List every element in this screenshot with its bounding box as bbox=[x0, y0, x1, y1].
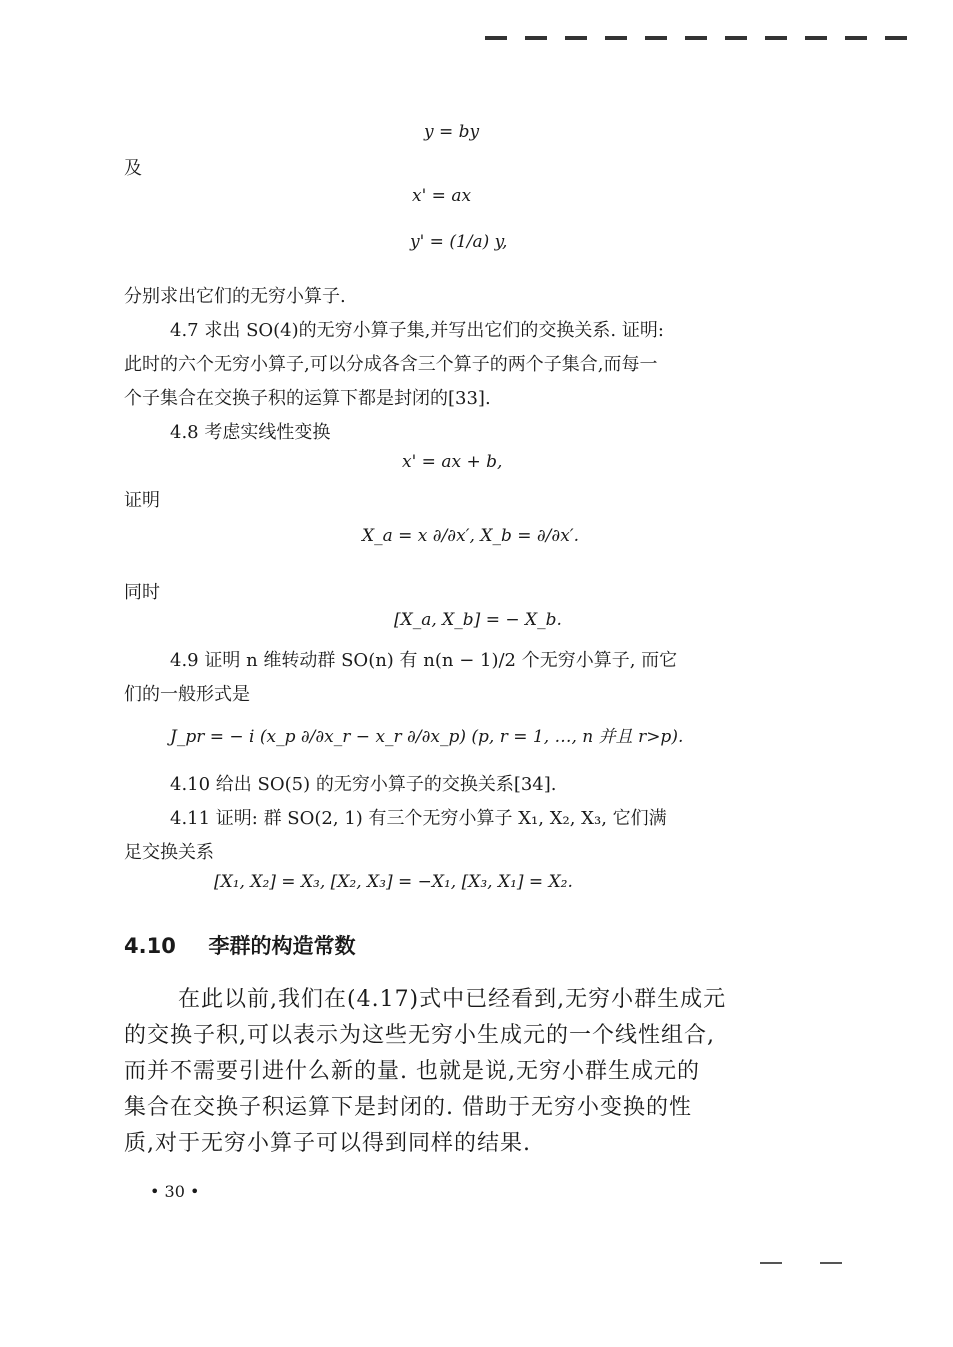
exercise-4-9-line1: 4.9 证明 n 维转动群 SO(n) 有 n(n − 1)/2 个无穷小算子, 而它 bbox=[170, 650, 678, 671]
header-dash-rule bbox=[485, 36, 925, 40]
exercise-4-9-line2: 们的一般形式是 bbox=[124, 684, 250, 705]
conjunction-and: 及 bbox=[124, 158, 142, 179]
equation-commutator-ab: [X_a, X_b] = − X_b. bbox=[394, 610, 562, 630]
section-title: 李群的构造常数 bbox=[208, 934, 356, 958]
text-find-generators: 分别求出它们的无穷小算子. bbox=[124, 286, 346, 307]
exercise-4-7-line2: 此时的六个无穷小算子,可以分成各含三个算子的两个子集合,而每一 bbox=[124, 354, 658, 375]
equation-generators: X_a = x ∂/∂x′, X_b = ∂/∂x′. bbox=[362, 526, 580, 546]
exercise-4-7-line3: 个子集合在交换子积的运算下都是封闭的[33]. bbox=[124, 388, 491, 409]
exercise-4-10: 4.10 给出 SO(5) 的无穷小算子的交换关系[34]. bbox=[170, 774, 557, 795]
equation-x-prime: x' = ax bbox=[412, 186, 472, 206]
body-line-2: 的交换子积,可以表示为这些无穷小生成元的一个线性组合, bbox=[124, 1023, 715, 1048]
body-line-4: 集合在交换子积运算下是封闭的. 借助于无穷小变换的性 bbox=[124, 1095, 692, 1120]
body-line-5: 质,对于无穷小算子可以得到同样的结果. bbox=[124, 1131, 531, 1156]
body-line-1: 在此以前,我们在(4.17)式中已经看到,无穷小群生成元 bbox=[178, 987, 727, 1012]
equation-so21-relations: [X₁, X₂] = X₃, [X₂, X₃] = −X₁, [X₃, X₁] = X₂. bbox=[214, 872, 573, 892]
exercise-4-11-line1: 4.11 证明: 群 SO(2, 1) 有三个无穷小算子 X₁, X₂, X₃, 它们满 bbox=[170, 808, 667, 829]
equation-j-pr: J_pr = − i (x_p ∂/∂x_r − x_r ∂/∂x_p) (p, r = 1, …, n 并且 r>p). bbox=[170, 727, 684, 747]
equation-y-prime: y' = (1/a) y, bbox=[410, 232, 508, 252]
exercise-4-11-line2: 足交换关系 bbox=[124, 842, 214, 863]
section-number: 4.10 bbox=[124, 934, 176, 958]
equation-linear-transform: x' = ax + b, bbox=[402, 452, 503, 472]
body-line-3: 而并不需要引进什么新的量. 也就是说,无穷小群生成元的 bbox=[124, 1059, 700, 1084]
exercise-4-8: 4.8 考虑实线性变换 bbox=[170, 422, 331, 443]
section-heading bbox=[124, 930, 355, 960]
equation-y-by: y = by bbox=[424, 122, 480, 142]
exercise-4-7-line1: 4.7 求出 SO(4)的无穷小算子集,并写出它们的交换关系. 证明: bbox=[170, 320, 664, 341]
text-prove: 证明 bbox=[124, 490, 160, 511]
page-number: • 30 • bbox=[150, 1182, 200, 1201]
text-meanwhile: 同时 bbox=[124, 582, 160, 603]
footer-dash-rule bbox=[760, 1262, 860, 1264]
